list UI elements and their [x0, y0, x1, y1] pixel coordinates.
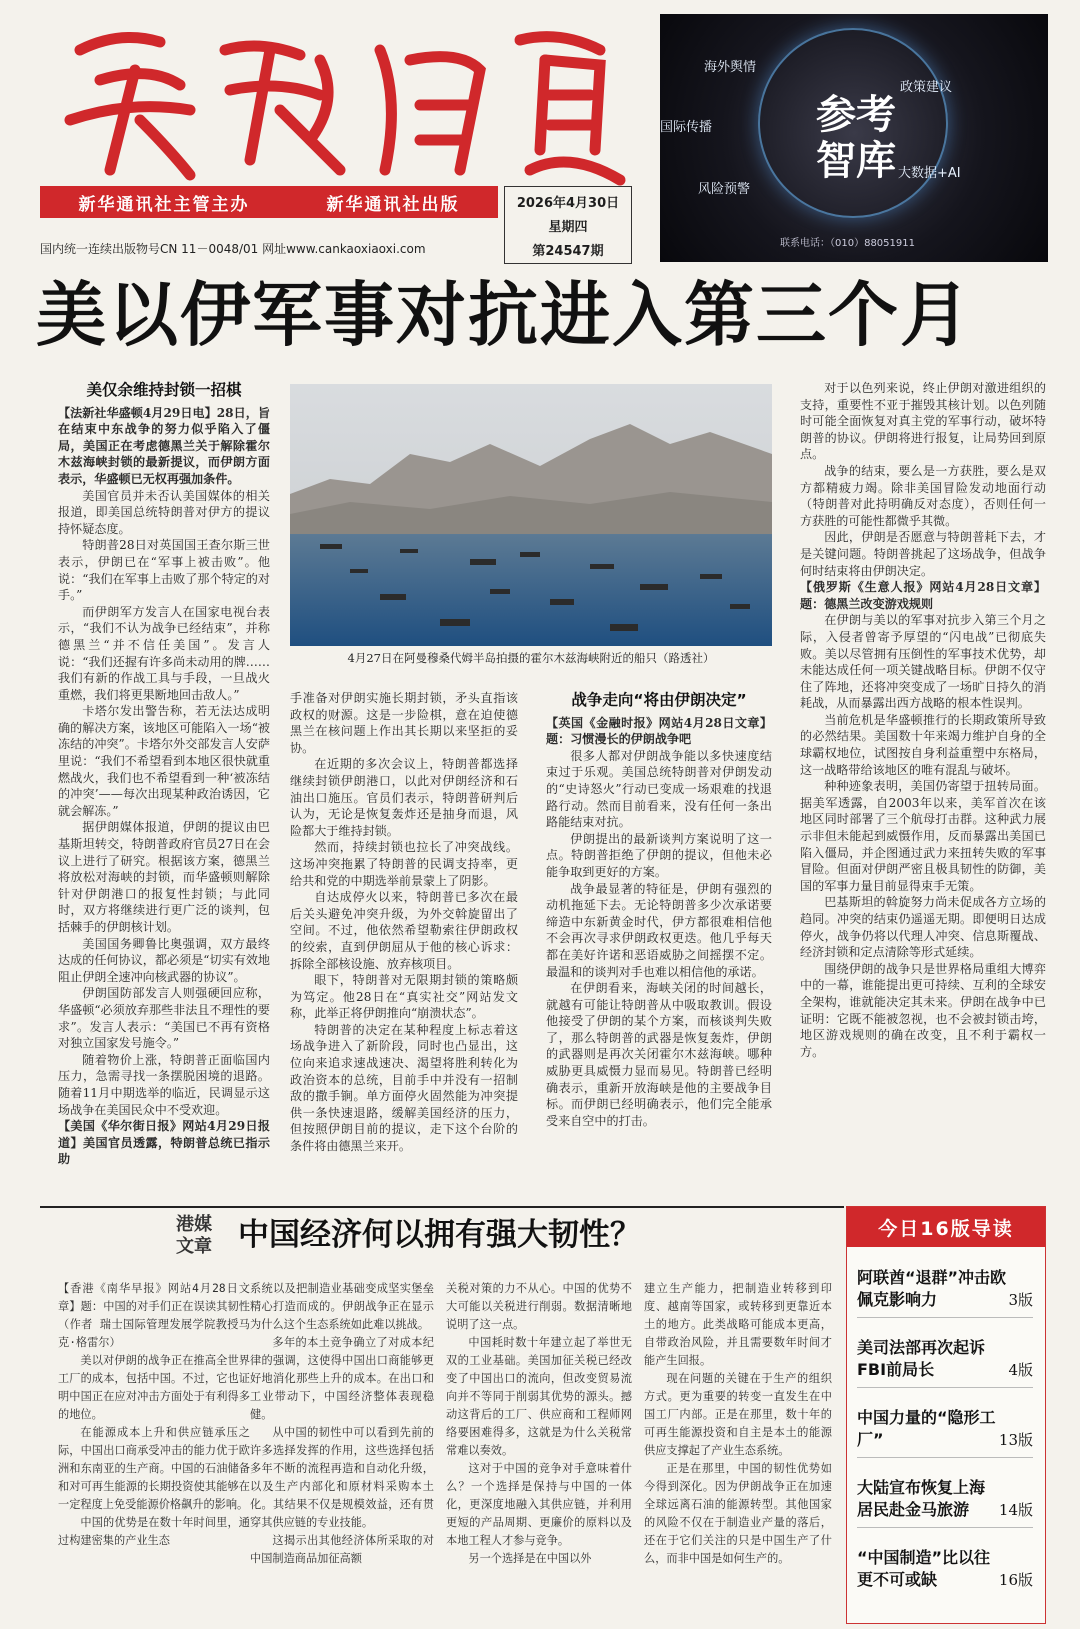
paragraph: 据伊朗媒体报道，伊朗的提议由巴基斯坦转交，特朗普政府官员27日在会议上进行了研究。根据该方案，德黑兰将放松对海峡的封锁，而华盛顿则解除针对伊朗港口的报复性封锁；与此同时，双方将继续进行更广泛的谈判，包括棘手的伊朗核计划。: [58, 820, 270, 934]
ad-title: 参考智库: [816, 92, 896, 184]
ad-tag: 海外舆情: [704, 60, 757, 75]
article3-title: 中国经济何以拥有强大韧性？: [238, 1217, 641, 1253]
paragraph: 系统以及把制造业基础变成坚实堡垒精心打造而成的。伊朗战争正在显示为什么这个生态系统如此难以挑战。: [250, 1282, 434, 1331]
publisher-left: 新华通讯社主管主办: [78, 194, 250, 215]
paragraph: 美国国务卿鲁比奥强调，双方最终达成的任何协议，都必须是“切实有效地阻止伊朗全速冲向核武器的协议”。: [58, 936, 270, 984]
paragraph: 很多人都对伊朗战争能以多快速度结束过于乐观。美国总统特朗普对伊朗发动的“史诗怒火”行动已变成一场艰难的找退路行动。然而目前看来，没有任何一条出路能结束对抗。: [546, 748, 772, 830]
paragraph: 对于以色列来说，终止伊朗对激进组织的支持，重要性不亚于摧毁其核计划。以色列随时可能全面恢复对真主党的军事行动，破坏特朗普的协议。伊朗将进行报复，让局势回到原点。: [800, 381, 1046, 462]
ad-tag: 大数据+AI: [898, 166, 961, 181]
paragraph: 美国官员并未否认美国媒体的相关报道，即美国总统特朗普对伊方的提议持怀疑态度。: [58, 488, 270, 536]
paragraph: 伊朗国防部发言人则强硬回应称，华盛顿“必须放弃那些非法且不理性的要求”。发言人表示：“美国已不再有资格对独立国家发号施令。”: [58, 986, 270, 1051]
guide-item[interactable]: [857, 1547, 1033, 1597]
article3-column-2: [250, 1280, 434, 1625]
paragraph: 在伊朗看来，海峡关闭的时间越长，就越有可能让特朗普从中吸取教训。假设他接受了伊朗的某个方案，而核谈判失败了，那么特朗普的武器是恢复轰炸，伊朗的武器则是再次关闭霍尔木兹海峡。哪种威胁更具威慑力显而易见。特朗普已经明确表示，重新开放海峡是他的主要战争目标。而伊朗已经明确表示，他们完全能承受来自空中的打击。: [546, 981, 772, 1128]
paragraph: 【英国《金融时报》网站4月28日文章】题：习惯漫长的伊朗战争吧: [546, 715, 772, 747]
publisher-bar: [40, 186, 498, 218]
section-divider: [40, 1206, 844, 1208]
paragraph: 【美国《华尔街日报》网站4月29日报道】美国官员透露，特朗普总统已指示助: [58, 1119, 270, 1167]
paragraph: 战争的结束，要么是一方获胜，要么是双方都精疲力竭。除非美国冒险发动地面行动（特朗普对此持明确反对态度），否则任何一方获胜的可能性都微乎其微。: [800, 463, 1046, 528]
article1-subhead: 美仅余维持封锁一招棋: [86, 381, 242, 399]
guide-page: 3版: [1008, 1291, 1033, 1309]
guide-item-title: 阿联酋“退群”冲击欧佩克影响力: [857, 1268, 1007, 1309]
todays-guide: [846, 1206, 1046, 1624]
paragraph: 战争最显著的特征是，伊朗有强烈的动机拖延下去。无论特朗普多少次承诺要缔造中东新黄金时代，伊方都很难相信他不会再次寻求伊朗政权更迭。他几乎每天都在美好许诺和恶语威胁之间摇摆不定。最温和的谈判对手也难以相信他的承诺。: [546, 881, 772, 979]
paragraph: 巴基斯坦的斡旋努力尚未促成各方立场的趋同。冲突的结束仍遥遥无期。即便明日达成停火，战争仍将以代理人冲突、信息斯覆战、经济封锁和定点清除等形式延续。: [800, 895, 1046, 960]
issue-date: 2026年4月30日: [516, 195, 620, 211]
paragraph: 因此，伊朗是否愿意与特朗普耗下去，才是关键问题。特朗普挑起了这场战争，但战争何时结束将由伊朗决定。: [800, 530, 1046, 578]
guide-item[interactable]: [857, 1407, 1033, 1458]
ad-tag: 政策建议: [900, 80, 953, 95]
paragraph: 眼下，特朗普对无限期封锁的策略颇为笃定。他28日在“真实社交”网站发文称，此举正将伊朗推向“崩溃状态”。: [290, 973, 518, 1021]
guide-item-title: “中国制造”比以往更不可或缺: [857, 1548, 991, 1589]
paragraph: 美以对伊朗的战争正在推高全世界工厂的成本，包括中国。不过，它也证明中国正在应对冲击方面处于有利得多的地位。: [58, 1354, 250, 1421]
guide-item[interactable]: [857, 1337, 1033, 1388]
ad-tag: 风险预警: [698, 182, 751, 197]
date-box: [504, 186, 632, 264]
paragraph: 从中国的韧性中可以看到先前的许多选择发挥的作用，这些选择包括多年不断的流程再造和自动化升级，以及生产内部化和原材料采购本土化。其结果不仅是规模效益，还有贯穿其供应链的专业技能。: [250, 1426, 434, 1529]
paragraph: 中国耗时数十年建立起了举世无双的工业基础。美国加征关税已经改变了中国出口的流向，但改变贸易流向并不等同于削弱其优势的源头。撼动这背后的工厂、供应商和工程师网络要困难得多，这就是为什么关税常常难以奏效。: [446, 1336, 632, 1457]
paragraph: 多年的本土竞争确立了对成本纪律的强调，这使得中国出口商能够更好地消化那些上升的成本。在出口和工业带动下，中国经济整体表现稳健。: [250, 1336, 434, 1421]
article3-column-4: [644, 1280, 832, 1625]
main-headline: 美以伊军事对抗进入第三个月: [36, 274, 972, 356]
paragraph: 关税对策的力不从心。中国的优势不大可能以关税进行削弱。数据清晰地说明了这一点。: [446, 1282, 632, 1331]
paragraph: 手准备对伊朗实施长期封锁，矛头直指该政权的财源。这是一步险棋，意在迫使德黑兰在核问题上作出其长期以来坚拒的妥协。: [290, 691, 518, 755]
paragraph: 建立生产能力，把制造业转移到印度、越南等国家，或转移到更靠近本土的地方。此类战略可能成本更高，自带政治风险，并且需要数年时间才能产生回报。: [644, 1282, 832, 1367]
paragraph: 特朗普28日对英国国王查尔斯三世表示，伊朗已在“军事上被击败”。他说：“我们在军事上击败了那个特定的对手。”: [58, 538, 270, 603]
paragraph: 伊朗提出的最新谈判方案说明了这一点。特朗普拒绝了伊朗的提议，但他未必能争取到更好的方案。: [546, 831, 772, 879]
strait-photo: [290, 384, 772, 646]
guide-item-title: 中国力量的“隐形工厂”: [857, 1408, 996, 1449]
photo-caption: 4月27日在阿曼穆桑代姆半岛拍摄的霍尔木兹海峡附近的船只（路透社）: [347, 651, 715, 665]
masthead-logo: [40, 10, 630, 190]
calligraphy-logo: [40, 10, 630, 190]
ad-phone: 联系电话：（010）88051911: [780, 238, 915, 249]
guide-title: 今日16版导读: [847, 1207, 1045, 1247]
issue-number: 第24547期: [532, 243, 604, 259]
guide-page: 14版: [998, 1501, 1033, 1519]
paragraph: 而伊朗军方发言人在国家电视台表示，“我们不认为战争已经结束”，并称德黑兰“并不信任美国”。发言人说：“我们还握有许多尚未动用的牌……我们有新的作战工具与手段，一旦战火重燃，我们将更果断地回击敌人。”: [58, 604, 270, 702]
guide-item[interactable]: [857, 1267, 1033, 1318]
paragraph: 特朗普的决定在某种程度上标志着这场战争进入了新阶段，同时也凸显出，这位向来追求速战速决、渴望将胜利转化为政治资本的总统，目前手中并没有一招制敌的撒手锏。单方面停火固然能为冲突提供一条快速退路，缓解美国经济的压力，但按照伊朗目前的提议，走下这个台阶的条件将由德黑兰来开。: [290, 1022, 518, 1154]
article2-column-2: [800, 380, 1046, 1190]
guide-page: 4版: [1008, 1361, 1033, 1379]
guide-item[interactable]: [857, 1477, 1033, 1528]
guide-page: 13版: [998, 1431, 1033, 1449]
ships-image: [290, 384, 772, 646]
article2-subhead: 战争走向“将由伊朗决定”: [571, 691, 747, 709]
paragraph: 在能源成本上升和供应链承压之际，中国出口商承受冲击的能力优于欧洲和东南亚的生产商。中国的石油储备和对可再生能源的长期投资使其能够在一定程度上免受能源价格飙升的影响。: [58, 1426, 250, 1511]
paragraph: 在伊朗与美以的军事对抗步入第三个月之际，入侵者曾寄予厚望的“闪电战”已彻底失败。美以尽管拥有压倒性的军事技术优势，却未能达成任何一项关键战略目标。伊朗不仅守住了阵地，还将冲突变成了一场旷日持久的消耗战，从而暴露出西方战略的根本性误判。: [800, 613, 1046, 711]
think-tank-ad[interactable]: [660, 14, 1048, 262]
paragraph: 现在问题的关键在于生产的组织方式。更为重要的转变一直发生在中国工厂内部。正是在那里，数十年的可再生能源投资和自主是本土的能源供应支撑起了产业生态系统。: [644, 1372, 832, 1457]
guide-item-title: 大陆宣布恢复上海居民赴金马旅游: [857, 1478, 986, 1519]
article3-column-3: [446, 1280, 632, 1625]
article2-column-1: [546, 690, 772, 1190]
paragraph: 【香港《南华早报》网站4月28日文章】题：中国的对手们正在误读其韧性（作者 瑞士国际管理发展学院教授马克·格雷尔）: [58, 1282, 250, 1349]
guide-page: 16版: [998, 1571, 1033, 1589]
paragraph: 这对于中国的竞争对手意味着什么？一个选择是保持与中国的一体化，更深度地融入其供应链，并利用更短的产品周期、更廉价的原料以及本地工程人才参与竞争。: [446, 1462, 632, 1547]
paragraph: 然而，持续封锁也拉长了冲突战线。这场冲突拖累了特朗普的民调支持率，更给共和党的中期选举前景蒙上了阴影。: [290, 840, 518, 888]
paragraph: 围绕伊朗的战争只是世界格局重组大博弈中的一幕，谁能提出更可持续、互利的全球安全架构，谁就能决定其未来。伊朗在战争中已证明：它既不能被忽视，也不会被封锁击垮，地区游戏规则的确在改变，且不利于霸权一方。: [800, 961, 1046, 1059]
publisher-right: 新华通讯社出版: [326, 194, 460, 215]
paragraph: 【俄罗斯《生意人报》网站4月28日文章】题：德黑兰改变游戏规则: [800, 580, 1046, 611]
guide-item-title: 美司法部再次起诉FBI前局长: [857, 1338, 986, 1379]
ad-tag: 国际传播: [660, 120, 713, 135]
issn-line: 国内统一连续出版物号CN 11－0048/01 网址www.cankaoxiaoxi.com: [40, 242, 426, 256]
paragraph: 自达成停火以来，特朗普已多次在最后关头避免冲突升级，为外交斡旋留出了空间。不过，他依然希望勒索往伊朗政权的绞索，直到伊朗屈从于他的核心诉求：拆除全部核设施、放弃核项目。: [290, 890, 518, 971]
article1-column-2: [290, 690, 518, 1190]
paragraph: 这揭示出其他经济体所采取的对中国制造商品加征高额: [250, 1534, 434, 1565]
article1-column-1: [58, 380, 270, 1190]
paragraph: 在近期的多次会议上，特朗普都选择继续封锁伊朗港口，以此对伊朗经济和石油出口施压。官员们表示，特朗普研判后认为，无论是恢复轰炸还是抽身而退，风险都大于维持封锁。: [290, 757, 518, 838]
weekday: 星期四: [548, 219, 588, 235]
paragraph: 另一个选择是在中国以外: [468, 1552, 592, 1565]
paragraph: 当前危机是华盛顿推行的长期政策所导致的必然结果。美国数十年来竭力维护自身的全球霸权地位，试图按自身利益重塑中东格局，这一战略带给该地区的唯有混乱与破坏。: [800, 712, 1046, 777]
paragraph: 种种迹象表明，美国仍寄望于扭转局面。据美军透露，自2003年以来，美军首次在该地区同时部署了三个航母打击群。这种武力展示非但未能起到威慑作用，反而暴露出美国已陷入僵局，并企图通过武力来扭转失败的军事冒险。但面对伊朗严密且极具韧性的防御，美国的军事力量目前显得束手无策。: [800, 779, 1046, 893]
paragraph: 【法新社华盛顿4月29日电】28日，旨在结束中东战争的努力似乎陷入了僵局，美国正在考虑德黑兰关于解除霍尔木兹海峡封锁的最新提议，而伊朗方面表示，华盛顿已无权再强加条件。: [58, 405, 270, 486]
paragraph: 正是在那里，中国的韧性优势如今得到深化。因为伊朗战争正在加速全球远离石油的能源转型。其他国家的风险不仅在于制造业产量的落后，还在于它们关注的只是中国生产了什么，而非中国是如何生产的。: [644, 1462, 832, 1565]
hk-media-label: 港媒文章: [176, 1214, 212, 1257]
paragraph: 中国的优势是在数十年时间里，通过构建密集的产业生态: [58, 1516, 250, 1547]
article3-column-1: [58, 1280, 250, 1625]
paragraph: 卡塔尔发出警告称，若无法达成明确的解决方案，该地区可能陷入一场“被冻结的冲突”。卡塔尔外交部发言人安萨里说：“我们不希望看到本地区很快就重燃战火，我们也不希望看到一种‘被冻结的冲突’——每次出现某种政治诱因，它就会解冻。”: [58, 704, 270, 818]
paragraph: 随着物价上涨，特朗普正面临国内压力，急需寻找一条摆脱困境的退路。随着11月中期选举的临近，民调显示这场战争在美国民众中不受欢迎。: [58, 1052, 270, 1117]
